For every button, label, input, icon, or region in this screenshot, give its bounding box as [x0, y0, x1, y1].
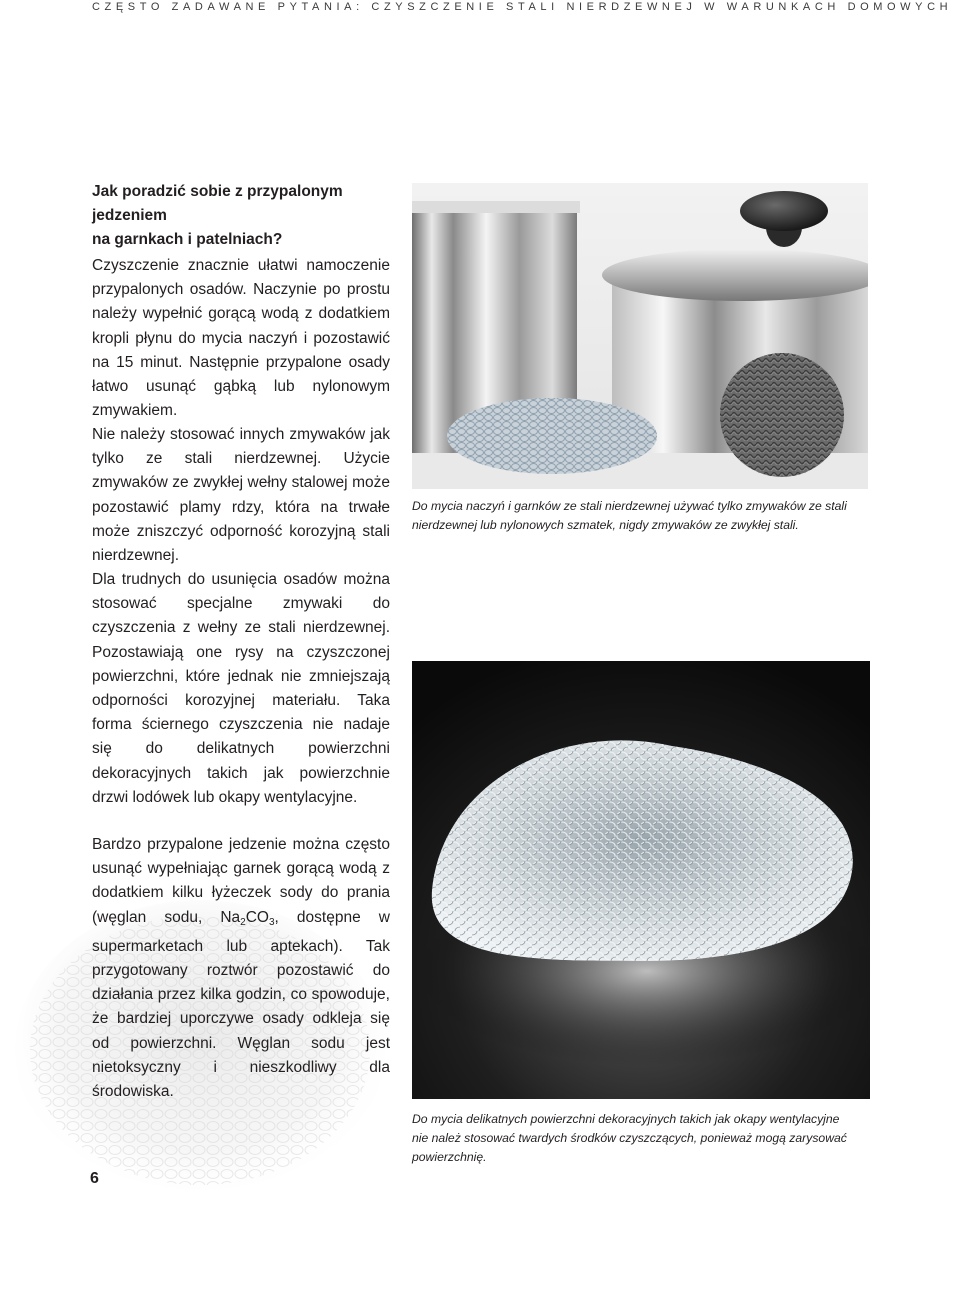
question-title [92, 180, 402, 252]
photo-steel-wool-scrubber [412, 661, 870, 1099]
paragraph-1-text: Czyszczenie znacznie ułatwi namoczenie przypalonych osadów. Naczynie po prostu należy wypełnić gorącą wodą z dodatkiem kropli płynu do mycia naczyń i pozostawić na 15 minut. Następnie przypalone osady łatwo usunąć gąbką lub nylonowym zmywakiem. [92, 257, 390, 420]
paragraph-1 [92, 254, 390, 423]
question-title-line1: Jak poradzić sobie z przypalonym jedzeniem [92, 183, 343, 224]
paragraph-2 [92, 423, 390, 568]
paragraph-3 [92, 568, 390, 810]
photo-pots-and-scrubbers [412, 183, 868, 489]
paragraph-3-text: Dla trudnych do usunięcia osadów można stosować specjalne zmywaki do czyszczenia z wełny ze stali nierdzewnej. Pozostawiają one rysy na czyszczonej powierzchni, które jednak nie zmniejszają odporności korozyjnej materiału. Taka forma ściernego czyszczenia nie nadaje się do delikatnych powierzchni dekoracyjnych takich jak powierzchnie drzwi lodówek lub okapy wentylacyjne. [92, 571, 390, 806]
paragraph-2-text: Nie należy stosować innych zmywaków jak tylko ze stali nierdzewnej. Użycie zmywaków ze zwykłej wełny stalowej może pozostawić plamy rdzy, która na trwałe może zniszczyć odporność korozyjną stali nierdzewnej. [92, 426, 390, 565]
running-header: CZĘSTO ZADAWANE PYTANIA: CZYSZCZENIE STALI NIERDZEWNEJ W WARUNKACH DOMOWYCH [92, 1, 953, 13]
page-number: 6 [90, 1170, 99, 1187]
paragraph-4 [92, 833, 390, 1104]
paragraph-4-text: Bardzo przypalone jedzenie można często usunąć wypełniając garnek gorącą wodą z dodatkiem kilku łyżeczek sody do prania (węglan sodu, $Na_2CO_3$, dostępne w supermarketach lub aptekach). Tak przygotowany roztwór pozostawić do działania przez kilka godzin, co spowoduje, że bardziej uporczywe osady odkleja się od powierzchni. Węglan sodu jest nietoksyczny i nieszkodliwy dla środowiska. [92, 836, 390, 1101]
caption-photo-1: Do mycia naczyń i garnków ze stali nierdzewnej używać tylko zmywaków ze stali nierdzewnej lub nylonowych szmatek, nigdy zmywaków ze zwykłej stali. [412, 499, 847, 532]
caption-photo-2: Do mycia delikatnych powierzchni dekoracyjnych takich jak okapy wentylacyjne nie należ stosować twardych środków czyszczących, ponieważ mogą zarysować powierzchnię. [412, 1112, 847, 1164]
question-title-line2: na garnkach i patelniach? [92, 231, 283, 248]
